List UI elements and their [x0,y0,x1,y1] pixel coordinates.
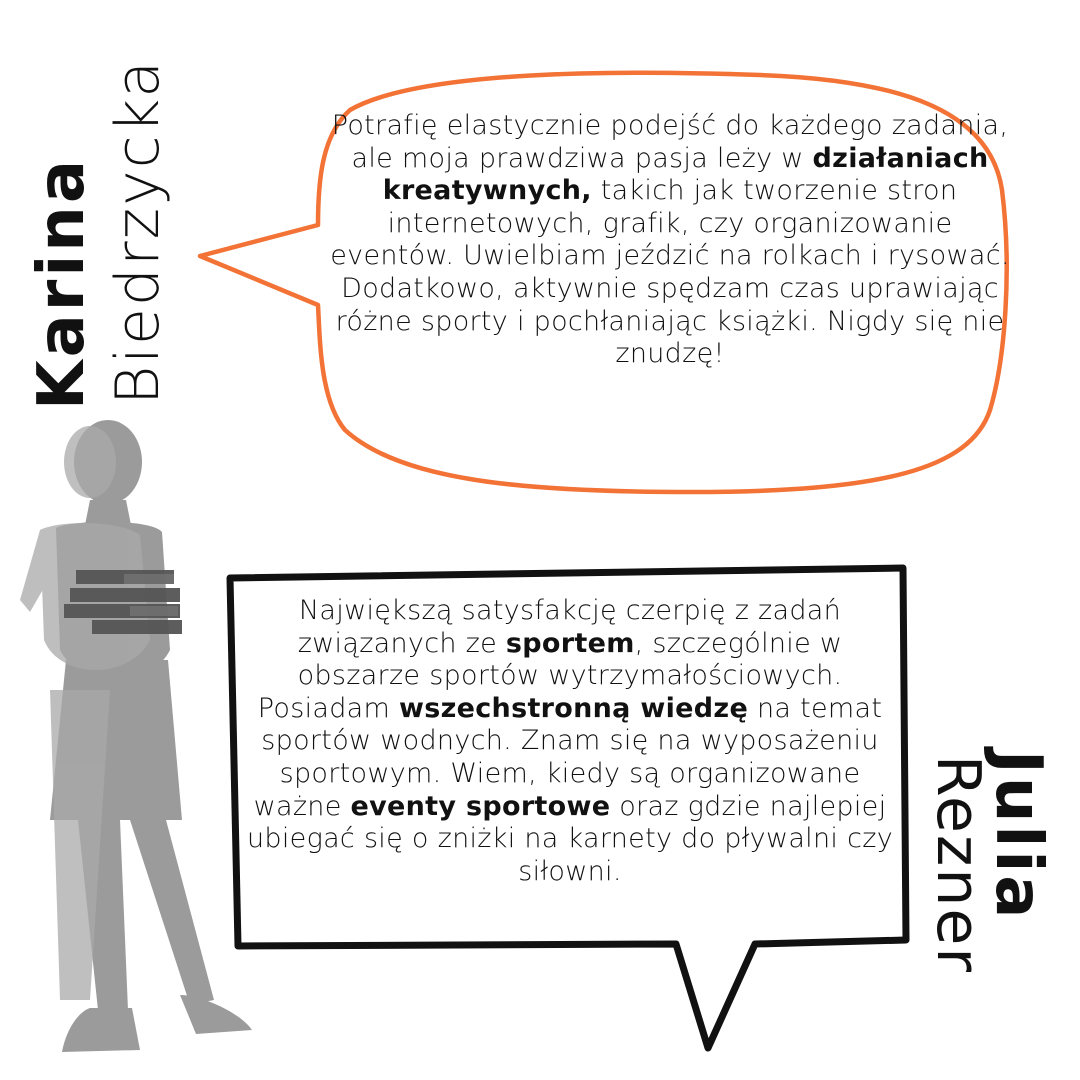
julia-last-name: Rezner [923,755,993,975]
julia-bio-text-1: Największą satysfakcję czerpię z zadań związanych ze [297,595,842,659]
karina-bio-highlight: działaniach kreatywnych, [382,142,989,207]
julia-bio-text-2: , szczególnie w obszarze sportów wytrzymałościowych. Posiadam [257,627,843,724]
karina-first-name: Karina [25,156,99,410]
karina-bio-text-1: Potrafię elastycznie podejść do każdego zadania, ale moja prawdziwa pasja leży w [331,110,1009,174]
julia-bio-text-3: na temat sportów wodnych. Znam się na wyposażeniu sportowym. Wiem, kiedy są organizowane ważne [253,692,883,822]
julia-bio [240,595,900,888]
julia-bio-highlight-2: wszechstronną wiedzę [399,692,749,724]
julia-first-name: Julia [981,750,1055,922]
julia-bio-text-4: oraz gdzie najlepiej ubiegać się o zniżki na karnety do pływalni czy siłowni. [247,790,893,887]
people-silhouette [20,420,252,1052]
julia-bio-highlight-1: sportem [505,627,635,659]
julia-bio-highlight-3: eventy sportowe [350,790,611,822]
karina-last-name: Biedrzycka [103,58,173,405]
karina-bio [330,110,1010,371]
karina-bio-text-2: takich jak tworzenie stron internetowych, grafik, czy organizowanie eventów. Uwielbiam jeździć na rolkach i rysować. Dodatkowo, aktywnie spędzam czas uprawiając różne sporty i pochłaniając książki. Nigdy się nie znudzę! [330,175,1010,370]
